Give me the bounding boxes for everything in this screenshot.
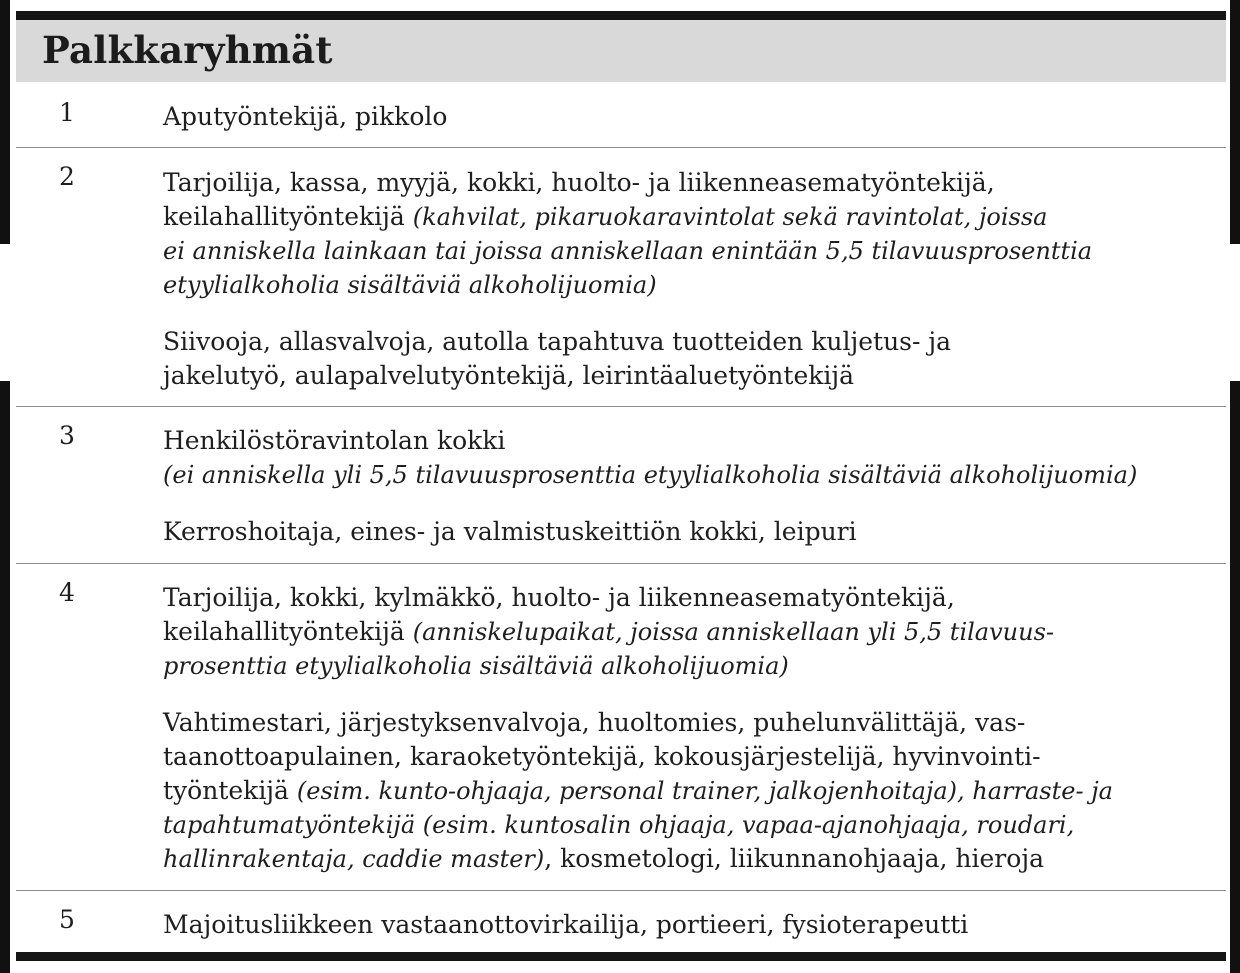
- italic-note: (esim. kunto-ohjaaja, personal trainer, jalkojenhoitaja), harraste- ja: [296, 777, 1113, 805]
- left-edge-bar: [0, 381, 10, 973]
- text-run: jakelutyö, aulapalvelutyöntekijä, leirintäaluetyöntekijä: [163, 361, 855, 390]
- italic-note: hallinrakentaja, caddie master): [163, 845, 545, 873]
- group-number: 3: [59, 421, 75, 450]
- group-description: [163, 100, 447, 134]
- italic-note: (kahvilat, pikaruokaravintolat sekä ravintolat, joissa: [412, 203, 1048, 231]
- italic-note: (ei anniskella yli 5,5 tilavuusprosenttia etyylialkoholia sisältäviä alkoholijuomia): [163, 461, 1138, 489]
- italic-note: (anniskelupaikat, joissa anniskellaan yli 5,5 tilavuus-: [412, 618, 1054, 646]
- group-number: 5: [59, 905, 75, 934]
- group-number: 2: [59, 162, 75, 191]
- text-run: Kerroshoitaja, eines- ja valmistuskeittiön kokki, leipuri: [163, 517, 857, 546]
- italic-note: etyylialkoholia sisältäviä alkoholijuomia): [163, 271, 657, 299]
- group-description: [163, 325, 951, 393]
- italic-note: prosenttia etyylialkoholia sisältäviä alkoholijuomia): [163, 652, 789, 680]
- text-run: Aputyöntekijä, pikkolo: [163, 102, 448, 131]
- row-divider: [16, 147, 1226, 148]
- row-divider: [16, 563, 1226, 564]
- text-run: Tarjoilija, kokki, kylmäkkö, huolto- ja liikenneasematyöntekijä,: [163, 583, 955, 612]
- group-description: [163, 515, 857, 549]
- group-description: [163, 908, 968, 942]
- top-rule: [16, 11, 1226, 20]
- right-edge-bar: [1230, 381, 1240, 973]
- italic-note: ei anniskella lainkaan tai joissa anniskellaan enintään 5,5 tilavuusprosenttia: [163, 237, 1093, 265]
- group-description: [163, 581, 1054, 683]
- text-run: keilahallityöntekijä: [163, 617, 413, 646]
- group-description: [163, 706, 1113, 876]
- table-title: Palkkaryhmät: [42, 28, 333, 72]
- text-run: Henkilöstöravintolan kokki: [163, 426, 506, 455]
- group-description: [163, 166, 1092, 302]
- left-edge-bar: [0, 0, 10, 244]
- text-run: Tarjoilija, kassa, myyjä, kokki, huolto- ja liikenneasematyöntekijä,: [163, 168, 995, 197]
- bottom-rule: [16, 952, 1226, 961]
- text-run: Majoitusliikkeen vastaanottovirkailija, portieeri, fysioterapeutti: [163, 910, 969, 939]
- text-run: , kosmetologi, liikunnanohjaaja, hieroja: [544, 844, 1044, 873]
- text-run: työntekijä: [163, 776, 297, 805]
- text-run: keilahallityöntekijä: [163, 202, 413, 231]
- group-number: 1: [59, 98, 75, 127]
- group-number: 4: [59, 578, 75, 607]
- text-run: Vahtimestari, järjestyksenvalvoja, huoltomies, puhelunvälittäjä, vas-: [163, 708, 1026, 737]
- italic-note: tapahtumatyöntekijä (esim. kuntosalin ohjaaja, vapaa-ajanohjaaja, roudari,: [163, 811, 1075, 839]
- table-header: [16, 20, 1226, 82]
- text-run: taanottoapulainen, karaoketyöntekijä, kokousjärjestelijä, hyvinvointi-: [163, 742, 1041, 771]
- group-description: [163, 424, 1137, 492]
- right-edge-bar: [1230, 0, 1240, 244]
- row-divider: [16, 890, 1226, 891]
- row-divider: [16, 406, 1226, 407]
- text-run: Siivooja, allasvalvoja, autolla tapahtuva tuotteiden kuljetus- ja: [163, 327, 952, 356]
